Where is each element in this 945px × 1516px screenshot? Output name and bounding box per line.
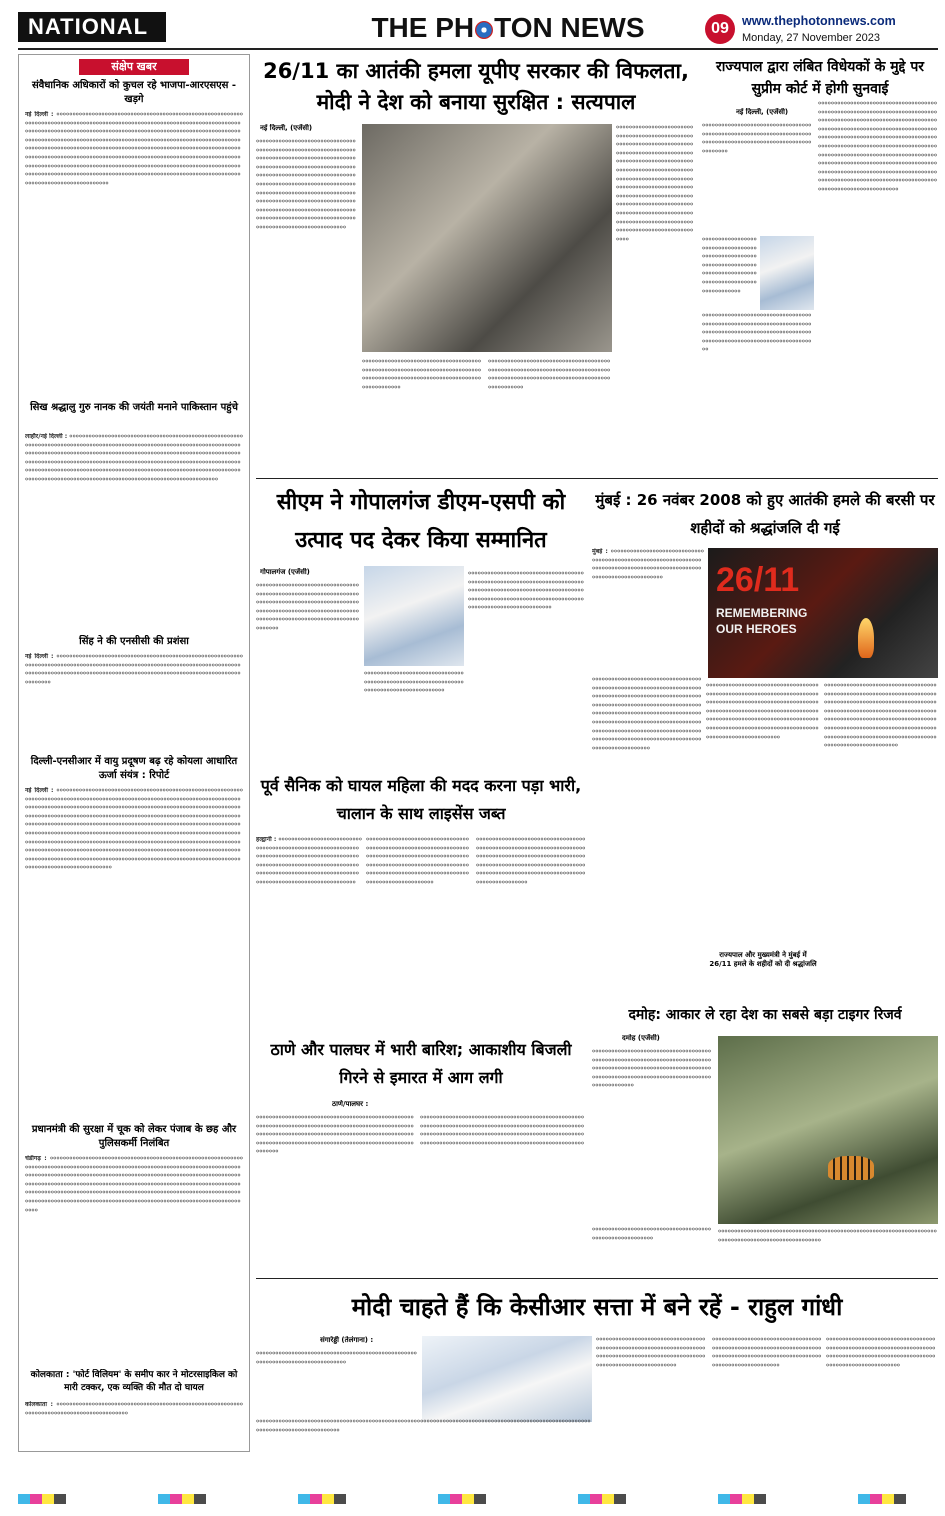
story-body: ०००००००००००००००००००००००००००००००००००००००००००००००००००००००००००००००००००००००००००००००००००००००: [364, 670, 464, 695]
page-number-badge: 09: [705, 14, 735, 44]
story-body: ००००००००००००००००००००००००००००००००००००००००००००००००००००००००००००००००००००००००००००००००००००००००००००००००००००००००००००००: [702, 122, 812, 155]
story-body: ००००००००००००००००००००००००००००००००००००००००००००००००००००००००००००००००००००००००००००००००००००००००००००००००००००: [718, 1228, 937, 1244]
story-body: ०००००००००००००००००००००००००००००००००००००००००००००००००००००००००००००००००००००००००००००००००००००००००००००००००००००००००००००००००००००००००००००००: [596, 1336, 706, 1369]
story-body: ०००००००००००००००००००००००००००००००००००००००००००००००००००००००००००००००००००००००००००००००००००००००००००००००००००००००००००००००००००००००००००: [712, 1336, 822, 1369]
story-headline[interactable]: सीएम ने गोपालगंज डीएम-एसपी को उत्पाद पद देकर किया सम्मानित: [276, 490, 566, 553]
sidebar: [18, 54, 250, 1452]
masthead-rule: [18, 48, 938, 50]
story-body: ०००००००००००००००००००००००००००००००००००००००००००००००००००००००००००००००००००००००००००००००००००००००००००००००००००००००००००००००००००००००००००: [362, 358, 482, 391]
sidebar-body: लाहौर/नई दिल्ली : ००००००००००००००००००००००००००००००००००००००००००००००००००००००००००००००००००००००००००००००००००००००००००००००००००००००००००००००००००००००००००००००००००००००००००००००००००००००००००००००००००००००००००००००००००००००००००००००००००००००००००००००००००००००००००००००००००००००००००००००००००००००००००००००००००००००००००००००००००००००००००००००००००००००००००००००००००००००००००००००००००००००००००००००००००००००००००००००००००००००००००००००००००००००००००००००: [25, 433, 243, 483]
sidebar-headline[interactable]: सिंह ने की एनसीसी की प्रशंसा: [79, 636, 189, 647]
story-body: ००००००००००००००००००००००००००००००००००००००००००००००००००००००००००००००००००००००००००००००००००००००००००००००००००००००००००००००००००००००००००००००००००००००००००००००००००००००००००००००००००००००००००००००००००००००००००००००००००००००००००००००००००००००००००००००००००००००००००००००००००००००००००००००००००००००००००००००००००००००००००००००००००: [592, 676, 702, 752]
sidebar-body: चंडीगढ़ : ०००००००००००००००००००००००००००००००००००००००००००००००००००००००००००००००००००००००००००००००००००००००००००००००००००००००००००००००००००००००००००००००००००००००००००००००००००००००००००००००००००००००००००००००००००००००००००००००००००००००००००००००००००००००००००००००००००००००००००००००००००००००००००००००००००००००००००००००००००००००००००००००००००००००००००००००००००००००००००००००००००००००००००००००००००००००००००००००००००००००००००००००००००००००००००००००००००००००००००००००: [25, 1155, 243, 1214]
story-body: ०००००००००००००००००००००००००००००००००००००००००००००००००००००००००००००००००००००००००००००००००००००००००००००००००००००००००००००००००००००००००००००००००००००००००००००००००००००००००००००००००००००००: [256, 582, 359, 632]
sidebar-header: संक्षेप खबर: [79, 59, 189, 75]
sidebar-headline[interactable]: कोलकाता : 'फोर्ट विलियम' के समीप कार ने मोटरसाइकिल को मारी टक्कर, एक व्यक्ति की मौत दो घायल: [30, 1370, 238, 1393]
story-body: ००००००००००००००००००००००००००००००००००००००००००००००००००००००००००००००००००००००००००००००००००००००००००००००००००००००००००००००००००००००००००००००००००००००००००००००००००००००००००००००००००००००००००००००००००००००००००००००००००००००००००००००००००००००००००००००००००००००००००००००००००००००००००००००००००००००००००००००००००००००००००००००००००००००००००००००००००००००००००००००००००००००००००००००००००: [256, 138, 356, 231]
cm-photo: [364, 566, 464, 666]
story-headline[interactable]: मोदी चाहते हैं कि केसीआर सत्ता में बने रहें - राहुल गांधी: [351, 1293, 843, 1321]
section-divider: [256, 478, 938, 479]
story-body: मुंबई : ०००००००००००००००००००००००००००००००००००००००००००००००००००००००००००००००००००००००००००००००००००००००००००००००००००००००००००००००००००००००: [592, 548, 704, 581]
story-body: ०००००००००००००००००००००००००००००००००००००००००००००००००००००००००००००००००००००००००००००००००००००००००००००००००००००००००००००००००००००००००००००००००००००००००००००००००००००००००००००००००: [592, 1048, 712, 1090]
color-registration-strip: [18, 1494, 938, 1504]
story-dateline: गोपालगंज (एजेंसी): [260, 568, 310, 576]
story-photo: [362, 124, 612, 352]
story-dateline: संगारेड्डी (तेलंगाना) :: [320, 1336, 374, 1344]
section-tab: [18, 12, 166, 42]
story-body: ००००००००००००००००००००००००००००००००००००००००००००००००००००००००००००००००००००००००००००००००००००००००००००००००००००००००००००००००००००००००००००००००००००००००००००००००००००००००००००००००००००००००००००००००००००००००००००००००००००००००००००: [420, 1114, 585, 1147]
photo-caption: राज्यपाल और मुख्यमंत्री ने मुंबई में 26/11 हमले के शहीदों को दी श्रद्धांजलि: [706, 950, 820, 990]
court-photo: [760, 236, 814, 310]
story-headline[interactable]: 26/11 का आतंकी हमला यूपीए सरकार की विफलता, मोदी ने देश को बनाया सुरक्षित : सत्यपाल: [263, 59, 689, 114]
story-dateline: नई दिल्ली, (एजेंसी): [736, 108, 789, 116]
story-headline[interactable]: मुंबई : 26 नवंबर 2008 को हुए आतंकी हमले की बरसी पर शहीदों को श्रद्धांजलि दी गई: [595, 491, 935, 537]
story-body: ००००००००००००००००००००००००००००००००००००००००००००००००००००००००००००००००००००००००००००००००००००००००००००००००००००००००००००००००००००००००००००००००००००००००००००००००००००००००००००००००००००००००००००००००००००००००००००००००००००००००००००००००००००००००००००००००००००००००००००००००००००००००००००००००००००००००००००: [824, 682, 937, 750]
flame-icon: [858, 618, 874, 658]
story-body: हल्द्वानी : ०००००००००००००००००००००००००००००००००००००००००००००००००००००००००००००००००००००००००००००००००००००००००००००००००००००००००००००००००००००००००००००००००००००००००००००००००००००००००००००००००००००००००००००००००००००००००: [256, 836, 362, 886]
sidebar-headline[interactable]: सिख श्रद्धालु गुरु नानक की जयंती मनाने पाकिस्तान पहुंचे: [30, 402, 238, 413]
poster-subtitle: REMEMBERING: [716, 606, 808, 620]
story-headline[interactable]: पूर्व सैनिक को घायल महिला की मदद करना पड़ा भारी, चालान के साथ लाइसेंस जब्त: [260, 776, 582, 823]
photon-logo-icon: [475, 21, 493, 39]
story-body: ०००००००००००००००००००००००००००००००००००००००००००००००००००००००००००००००००००००००००००००००००००००००००००००००००००००००००००००००००००००००००००००००००००००००००००००००००००००००००००००००००००००००००००००००००००००००००००००००००००००००००००००००००००००००००००००००००००००००००००००००००००००००००००००००००००००००००००००००००००००००००००००००००००००००००००००००००००००००००००००००००००००००००००००००००००००००००००००००००००००००००००००००००००००००००००००००००००००००००००: [818, 100, 938, 193]
sidebar-headline[interactable]: संवैधानिक अधिकारों को कुचल रहे भाजपा-आरएसएस - खड़गे: [31, 80, 237, 105]
sidebar-body: नई दिल्ली : ०००००००००००००००००००००००००००००००००००००००००००००००००००००००००००००००००००००००००००००००००००००००००००००००००००००००००००००००००००००००००००००००००००००००००००००००००००००००००००००००००००००००००००००००००००००००००००००००००००००००००००००००००००००००००००००००००००००००००००००००००००००००००००००००००००००००००००००००००००००००००००००००००००००००००००००००००००००००००००००००००००००००००००००००००००००००००००००००००००००००००००००००००००००००००००००००००००००००००००००००००००००००००००००००००००००००००००००००००००००००००००००००००००००००००००००००००००००००००००००००००००००००००००००००००००००००००००००००००००००००००००००००००००००००००००००००००००००००००: [25, 111, 243, 187]
story-dateline: नई दिल्ली, (एजेंसी): [260, 124, 313, 132]
story-body: ००००००००००००००००००००००००००००००००००००००००००००००००००००००००००००००००००००००००००००००००००००००००००००००००००००००००००००००००००००००००००००००००००००००००००००००००००००००००००००००००००००००००००: [468, 570, 584, 612]
sidebar-body: नई दिल्ली : ०००००००००००००००००००००००००००००००००००००००००००००००००००००००००००००००००००००००००००००००००००००००००००००००००००००००००००००००००००००००००००००००००००००००००००००००००००००००००००००००००००००००००००००००००००००००००००००००००००००००००००००००००००००००००००००००००००००००००००००००००००००००००००००००००००००००००००००००००००००००००००००००००००००००००००००००००००००००००००००००००००००००००००००००००००००००००००००००००००००००००००००००००००००००००००००००००००००००००००००००००००००००००००००००००००००००००००००००००००००००००००००००००००००००००००००००००००००००००००००००००००००००००००००००००००००००००००००००००००००००००००००००००००००००००००००००००००००००००००००००००००००००००००००००००००००००००००००००००००००००००००००००००००००००००००००: [25, 787, 243, 872]
story-body: ०००००००००००००००००००००००००००००००००००००००००००००००००००००००००००००००००००००००००००००००००००००००००००००००००००००००००००००००००००००००००००००: [826, 1336, 936, 1369]
sidebar-headline[interactable]: दिल्ली-एनसीआर में वायु प्रदूषण बढ़ रहे कोयला आधारित ऊर्जा संयंत्र : रिपोर्ट: [30, 756, 238, 781]
story-body: ००००००००००००००००००००००००००००००००००००००००००००००००००००००००००००००००००००००००००००००००००००००००००००००००००००००००००००००००००००००००००००००००००: [256, 1418, 591, 1434]
story-headline[interactable]: दमोह: आकार ले रहा देश का सबसे बड़ा टाइगर रिजर्व: [628, 1007, 902, 1023]
poster-title: 26/11: [716, 561, 800, 599]
story-dateline: ठाणे/पालघर :: [332, 1100, 369, 1108]
tiger-icon: [828, 1156, 874, 1180]
tribute-poster: [708, 548, 938, 678]
story-headline[interactable]: ठाणे और पालघर में भारी बारिश; आकाशीय बिजली गिरने से इमारत में आग लगी: [270, 1040, 572, 1087]
sidebar-body: कोलकाता : ००००००००००००००००००००००००००००००००००००००००००००००००००००००००००००००००००००००००००००००००००००००००००: [25, 1401, 243, 1417]
story-body: ०००००००००००००००००००००००००००००००००००००००००००००००००००००००००००००००००००००००००००००००००००००००००००००००००००००००००००००००००००००००००००००: [488, 358, 611, 391]
rally-photo: [422, 1336, 592, 1422]
newspaper-title: THE PH TON NEWS: [371, 12, 645, 43]
story-body: ००००००००००००००००००००००००००००००००००००००००००००००००००००००००००००००००००००००००००००००००००००००००००००००००००००००००००००००००००: [702, 236, 757, 295]
sidebar-body: नई दिल्ली : ००००००००००००००००००००००००००००००००००००००००००००००००००००००००००००००००००००००००००००००००००००००००००००००००००००००००००००००००००००००००००००००००००००००००००००००००००००००००००००००००००००००००००००००००००००००००००००००००००००००००: [25, 653, 243, 686]
story-body: ००००००००००००००००००००००००००००००००००००००००००००००००००००००००: [592, 1226, 712, 1242]
tiger-photo: [718, 1036, 938, 1224]
story-dateline: दमोह (एजेंसी): [622, 1034, 660, 1042]
sidebar-headline[interactable]: प्रधानमंत्री की सुरक्षा में चूक को लेकर पंजाब के छह और पुलिसकर्मी निलंबित: [31, 1124, 237, 1149]
story-headline[interactable]: राज्यपाल द्वारा लंबित विधेयकों के मुद्दे पर सुप्रीम कोर्ट में होगी सुनवाई: [715, 59, 924, 97]
story-body: ००००००००००००००००००००००००००००००००००००००००००००००००००००००००००००००००००००००००००००००: [256, 1350, 417, 1366]
story-body: ०००००००००००००००००००००००००००००००००००००००००००००००००००००००००००००००००००००००००००००००००००००००००००००००००००००००००००००००००००००००००००००००००००००००००००००००००००००००००००००००००००००००००००००००००००००: [366, 836, 469, 886]
website[interactable]: www.thephotonnews.com: [742, 14, 896, 28]
issue-date: Monday, 27 November 2023: [742, 32, 880, 44]
section-label: NATIONAL: [28, 14, 149, 39]
story-body: ०००००००००००००००००००००००००००००००००००००००००००००००००००००००००००००००००००००००००००००००००००००००००००००००००००००००००००००००००००००००००००००००००००००००००००००००००००००००००००००००००००००००००००००००००००००००००००००००००००००००००००००००००००००००००००००००००००००००००: [706, 682, 819, 741]
story-body: ००००००००००००००००००००००००००००००००००००००००००००००००००००००००००००००००००००००००००००००००००००००००००००००००००००००००००००००००००००००००००००००००००००००००००००००००००००००००००००००००००००००००००००००००००००००००००: [476, 836, 586, 886]
story-body: ०००००००००००००००००००००००००००००००००००००००००००००००००००००००००००००००००००००००००००००००००००००००००००००००००००००००००००००००००००००००००००००००००००००००००००००००००००००००००००००००००००००००००००००००००००००००००००००००००००००००००००: [256, 1114, 414, 1156]
poster-subtitle: OUR HEROES: [716, 622, 797, 636]
story-body: ००००००००००००००००००००००००००००००००००००००००००००००००००००००००००००००००००००००००००००००००००००००००००००००००००००००००००००००००००००००००००००००००००००००००००००००००००००००००००००००००००००००००००००००००००००००००००००००००००००००००००००००००००००००००००००००००००००००००००००००००००००००००००००००००००००००००००००००००००००००००००००००००००००००००००००००००००००००००००००: [616, 124, 694, 243]
section-divider: [256, 1278, 938, 1279]
story-body: ००००००००००००००००००००००००००००००००००००००००००००००००००००००००००००००००००००००००००००००००००००००००००००००००००००००००००००००००००००००००००००००००००००००००००: [702, 312, 812, 354]
